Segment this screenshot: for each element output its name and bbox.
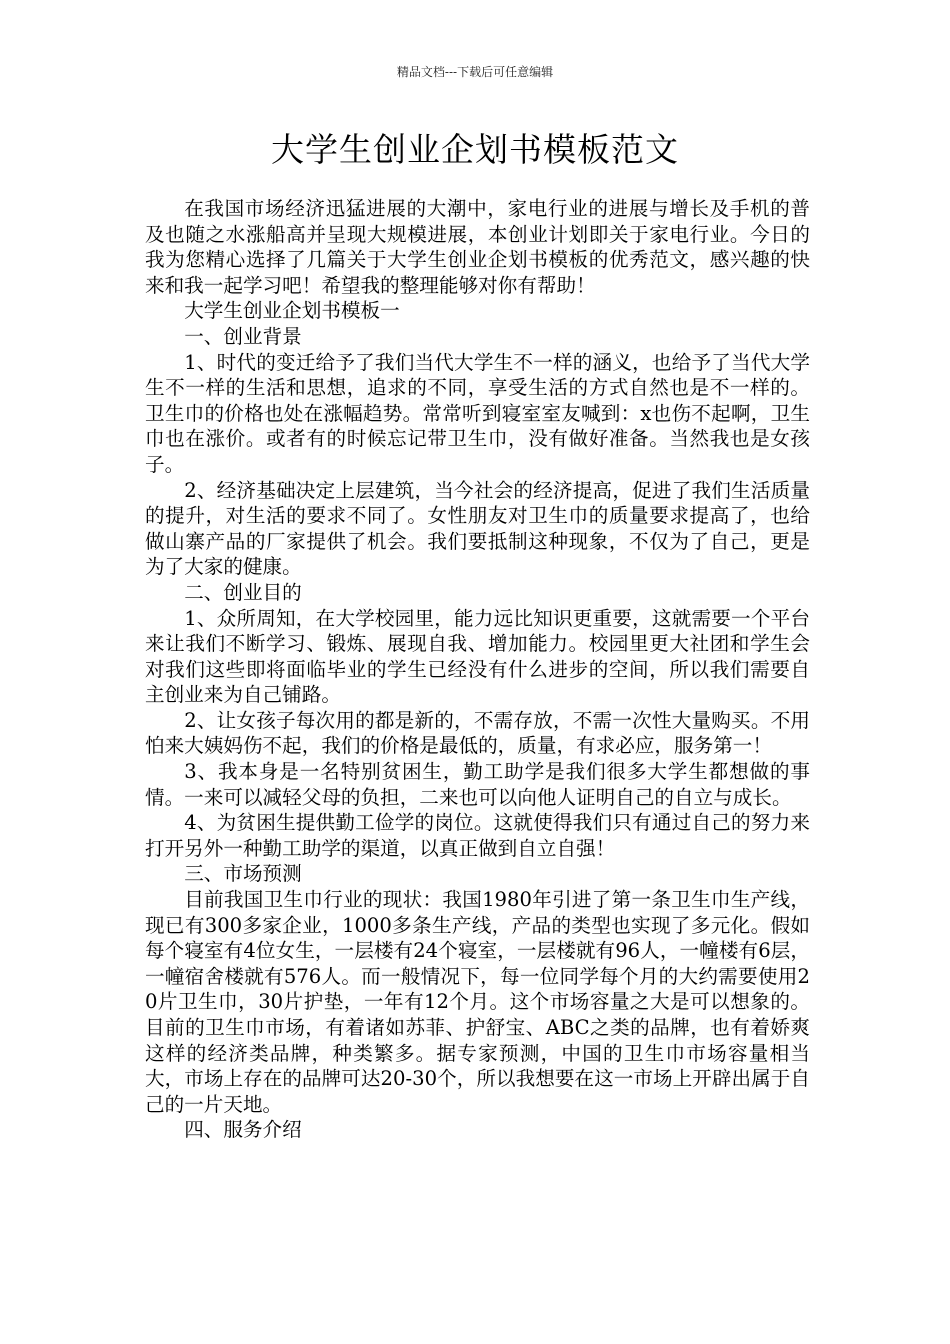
market-paragraph: 目前我国卫生巾行业的现状：我国1980年引进了第一条卫生巾生产线，现已有300多家企业，1000多条生产线，产品的类型也实现了多元化。假如每个寝室有4位女生，一层楼有24个寝室，一层楼就有96人，一幢楼有6层，一幢宿舍楼就有576人。而一般情况下，每一位同学每个月的大约需要使用20片卫生巾，30片护垫，一年有12个月。这个市场容量之大是可以想象的。目前的卫生巾市场，有着诸如苏菲、护舒宝、ABC之类的品牌，也有着娇爽这样的经济类品牌，种类繁多。据专家预测，中国的卫生巾市场容量相当大，市场上存在的品牌可达20-30个，所以我想要在这一市场上开辟出属于自己的一片天地。 (145, 888, 810, 1116)
background-paragraph-1: 1、时代的变迁给予了我们当代大学生不一样的涵义，也给予了当代大学生不一样的生活和思想，追求的不同，享受生活的方式自然也是不一样的。卫生巾的价格也处在涨幅趋势。常常听到寝室室友喊到：x也伤不起啊，卫生巾也在涨价。或者有的时候忘记带卫生巾，没有做好准备。当然我也是女孩子。 (145, 350, 810, 476)
purpose-paragraph-1: 1、众所周知，在大学校园里，能力远比知识更重要，这就需要一个平台来让我们不断学习、锻炼、展现自我、增加能力。校园里更大社团和学生会对我们这些即将面临毕业的学生已经没有什么进步的空间，所以我们需要自主创业来为自己铺路。 (145, 606, 810, 707)
purpose-paragraph-2: 2、让女孩子每次用的都是新的，不需存放，不需一次性大量购买。不用怕来大姨妈伤不起，我们的价格是最低的，质量，有求必应，服务第一！ (145, 708, 810, 758)
page-header: 精品文档---下载后可任意编辑 (396, 65, 554, 79)
document-title: 大学生创业企划书模板范文 (271, 130, 679, 169)
intro-paragraph: 在我国市场经济迅猛进展的大潮中，家电行业的进展与增长及手机的普及也随之水涨船高并呈现大规模进展，本创业计划即关于家电行业。今日的我为您精心选择了几篇关于大学生创业企划书模板的优秀范文，感兴趣的快来和我一起学习吧！希望我的整理能够对你有帮助！ (145, 197, 810, 297)
heading-market-forecast: 三、市场预测 (184, 862, 302, 886)
heading-purpose: 二、创业目的 (184, 580, 302, 604)
background-paragraph-2: 2、经济基础决定上层建筑，当今社会的经济提高，促进了我们生活质量的提升，对生活的要求不同了。女性朋友对卫生巾的质量要求提高了，也给做山寨产品的厂家提供了机会。我们要抵制这种现象，不仅为了自己，更是为了大家的健康。 (145, 478, 810, 579)
document-body (145, 196, 810, 1143)
heading-background: 一、创业背景 (184, 324, 302, 348)
purpose-paragraph-3: 3、我本身是一名特别贫困生，勤工助学是我们很多大学生都想做的事情。一来可以减轻父母的负担，二来也可以向他人证明自己的自立与成长。 (145, 760, 810, 809)
heading-service-intro: 四、服务介绍 (184, 1118, 302, 1142)
section-template-title: 大学生创业企划书模板一 (184, 299, 400, 323)
purpose-paragraph-4: 4、为贫困生提供勤工俭学的岗位。这就使得我们只有通过自己的努力来打开另外一种勤工助学的渠道，以真正做到自立自强！ (145, 811, 810, 860)
